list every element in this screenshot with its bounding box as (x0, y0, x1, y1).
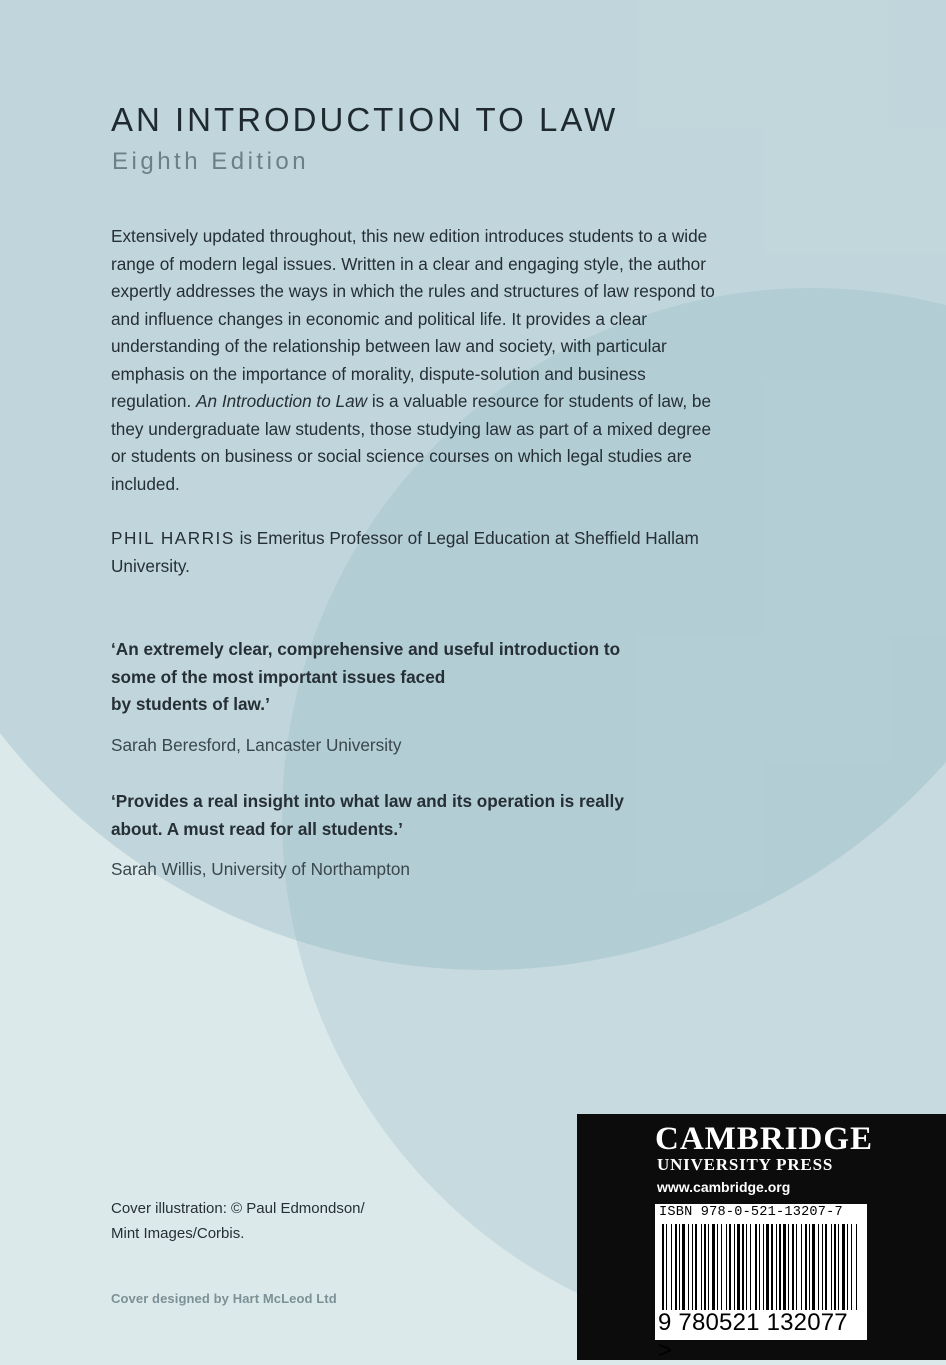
quote-line: by students of law.’ (111, 694, 270, 714)
author-name: PHIL HARRIS (111, 528, 235, 548)
publisher-url: www.cambridge.org (657, 1179, 791, 1195)
author-bio-text: is Emeritus Professor of Legal Education at Sheffield Hallam University. (111, 528, 699, 576)
quote-line: ‘An extremely clear, comprehensive and useful introduction to (111, 639, 621, 659)
blurb-part-1: Extensively updated throughout, this new edition introduces students to a wide range of modern legal issues. Written in a clear and engaging style, the author expertly addresses the ways in which the rules and structures of law respond to and influence changes in economic and political life. It provides a clear understanding of the relationship between law and society, with particular emphasis on the importance of morality, dispute-solution and business regulation. (111, 226, 715, 411)
blurb-part-2: is a valuable resource for students of law, be they undergraduate law students, those studying law as part of a mixed degree or students on business or social science courses on which legal studies are included. (111, 391, 712, 494)
quote-line: some of the most important issues faced (111, 666, 446, 687)
credit-line: Mint Images/Corbis. (111, 1224, 245, 1242)
edition-label: Eighth Edition (112, 148, 310, 175)
quote-line: about. A must read for all students.’ (111, 818, 403, 839)
publisher-block (577, 1114, 946, 1364)
quote-line: ‘Provides a real insight into what law and its operation is really (111, 791, 624, 811)
publisher-subname: UNIVERSITY PRESS (657, 1155, 834, 1174)
review-quote-2 (111, 788, 711, 843)
credit-line: Cover illustration: © Paul Edmondson/ (111, 1200, 365, 1217)
blurb-paragraph (111, 223, 721, 498)
cover-designer-credit: Cover designed by Hart McLeod Ltd (111, 1291, 337, 1306)
isbn-label: ISBN 978-0-521-13207-7 (659, 1205, 843, 1220)
review-quote-1 (111, 636, 711, 719)
review-attribution-2: Sarah Willis, University of Northampton (111, 859, 410, 879)
review-attribution-1: Sarah Beresford, Lancaster University (111, 735, 402, 755)
publisher-name: CAMBRIDGE (655, 1121, 874, 1157)
book-title: AN INTRODUCTION TO LAW (111, 101, 619, 138)
author-bio (111, 525, 721, 580)
cover-illustration-credit (111, 1197, 441, 1246)
blurb-book-title: An Introduction to Law (196, 391, 368, 411)
barcode-number: 9 780521 132077 > (658, 1309, 848, 1364)
barcode-panel (655, 1204, 867, 1364)
barcode-icon (659, 1224, 863, 1310)
